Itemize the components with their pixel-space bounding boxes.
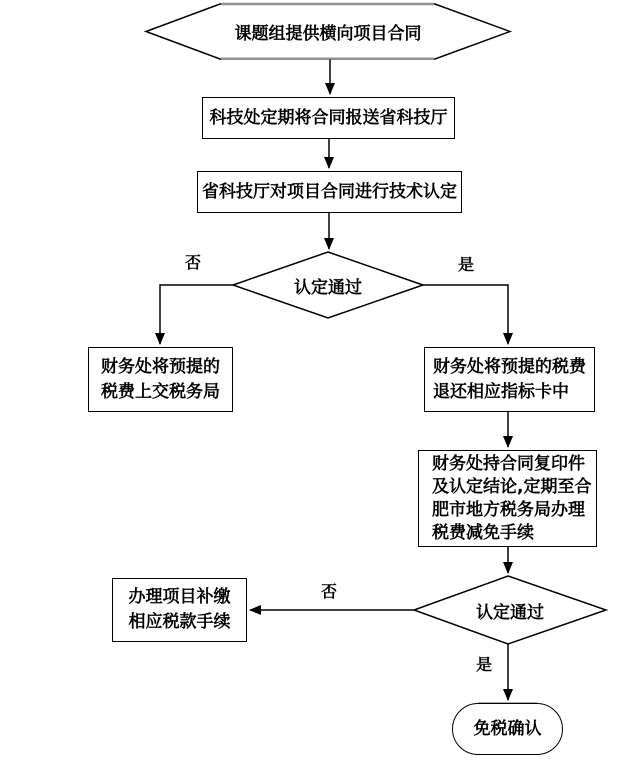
node-tax-reduction xyxy=(418,450,597,547)
node-line: 及认定结论,定期至合 xyxy=(432,476,592,497)
node-decision1-label: 认定通过 xyxy=(294,277,362,298)
node-pay-tax-bureau xyxy=(88,347,233,412)
node-decision2-label: 认定通过 xyxy=(476,602,544,623)
node-line: 财务处将预提的 xyxy=(101,356,220,377)
edge-label-decision1-yes: 是 xyxy=(457,255,474,274)
node-makeup-tax xyxy=(112,578,247,642)
node-start-label: 课题组提供横向项目合同 xyxy=(234,24,422,44)
node-line: 退还相应指标卡中 xyxy=(433,381,569,402)
edge-label-decision2-yes: 是 xyxy=(475,655,492,674)
node-report-contract: 科技处定期将合同报送省科技厅 xyxy=(202,97,455,139)
edge-label-decision1-no: 否 xyxy=(184,253,201,272)
node-line: 肥市地方税务局办理 xyxy=(432,499,585,520)
node-line: 办理项目补缴 xyxy=(128,587,231,607)
edge-decision1-no-to-paytax xyxy=(160,285,233,344)
node-line: 税费上交税务局 xyxy=(101,381,220,402)
node-technical-check: 省科技厅对项目合同进行技术认定 xyxy=(197,171,462,213)
node-refund-to-card xyxy=(424,347,595,412)
node-line: 相应税款手续 xyxy=(128,612,231,632)
node-line: 税费减免手续 xyxy=(432,522,534,543)
node-line: 财务处持合同复印件 xyxy=(432,453,585,474)
node-line: 财务处将预提的税费 xyxy=(433,356,586,377)
node-exempt-confirm: 免税确认 xyxy=(452,703,563,755)
edge-label-decision2-no: 否 xyxy=(320,582,337,601)
edge-decision1-yes-to-refund xyxy=(423,285,508,344)
